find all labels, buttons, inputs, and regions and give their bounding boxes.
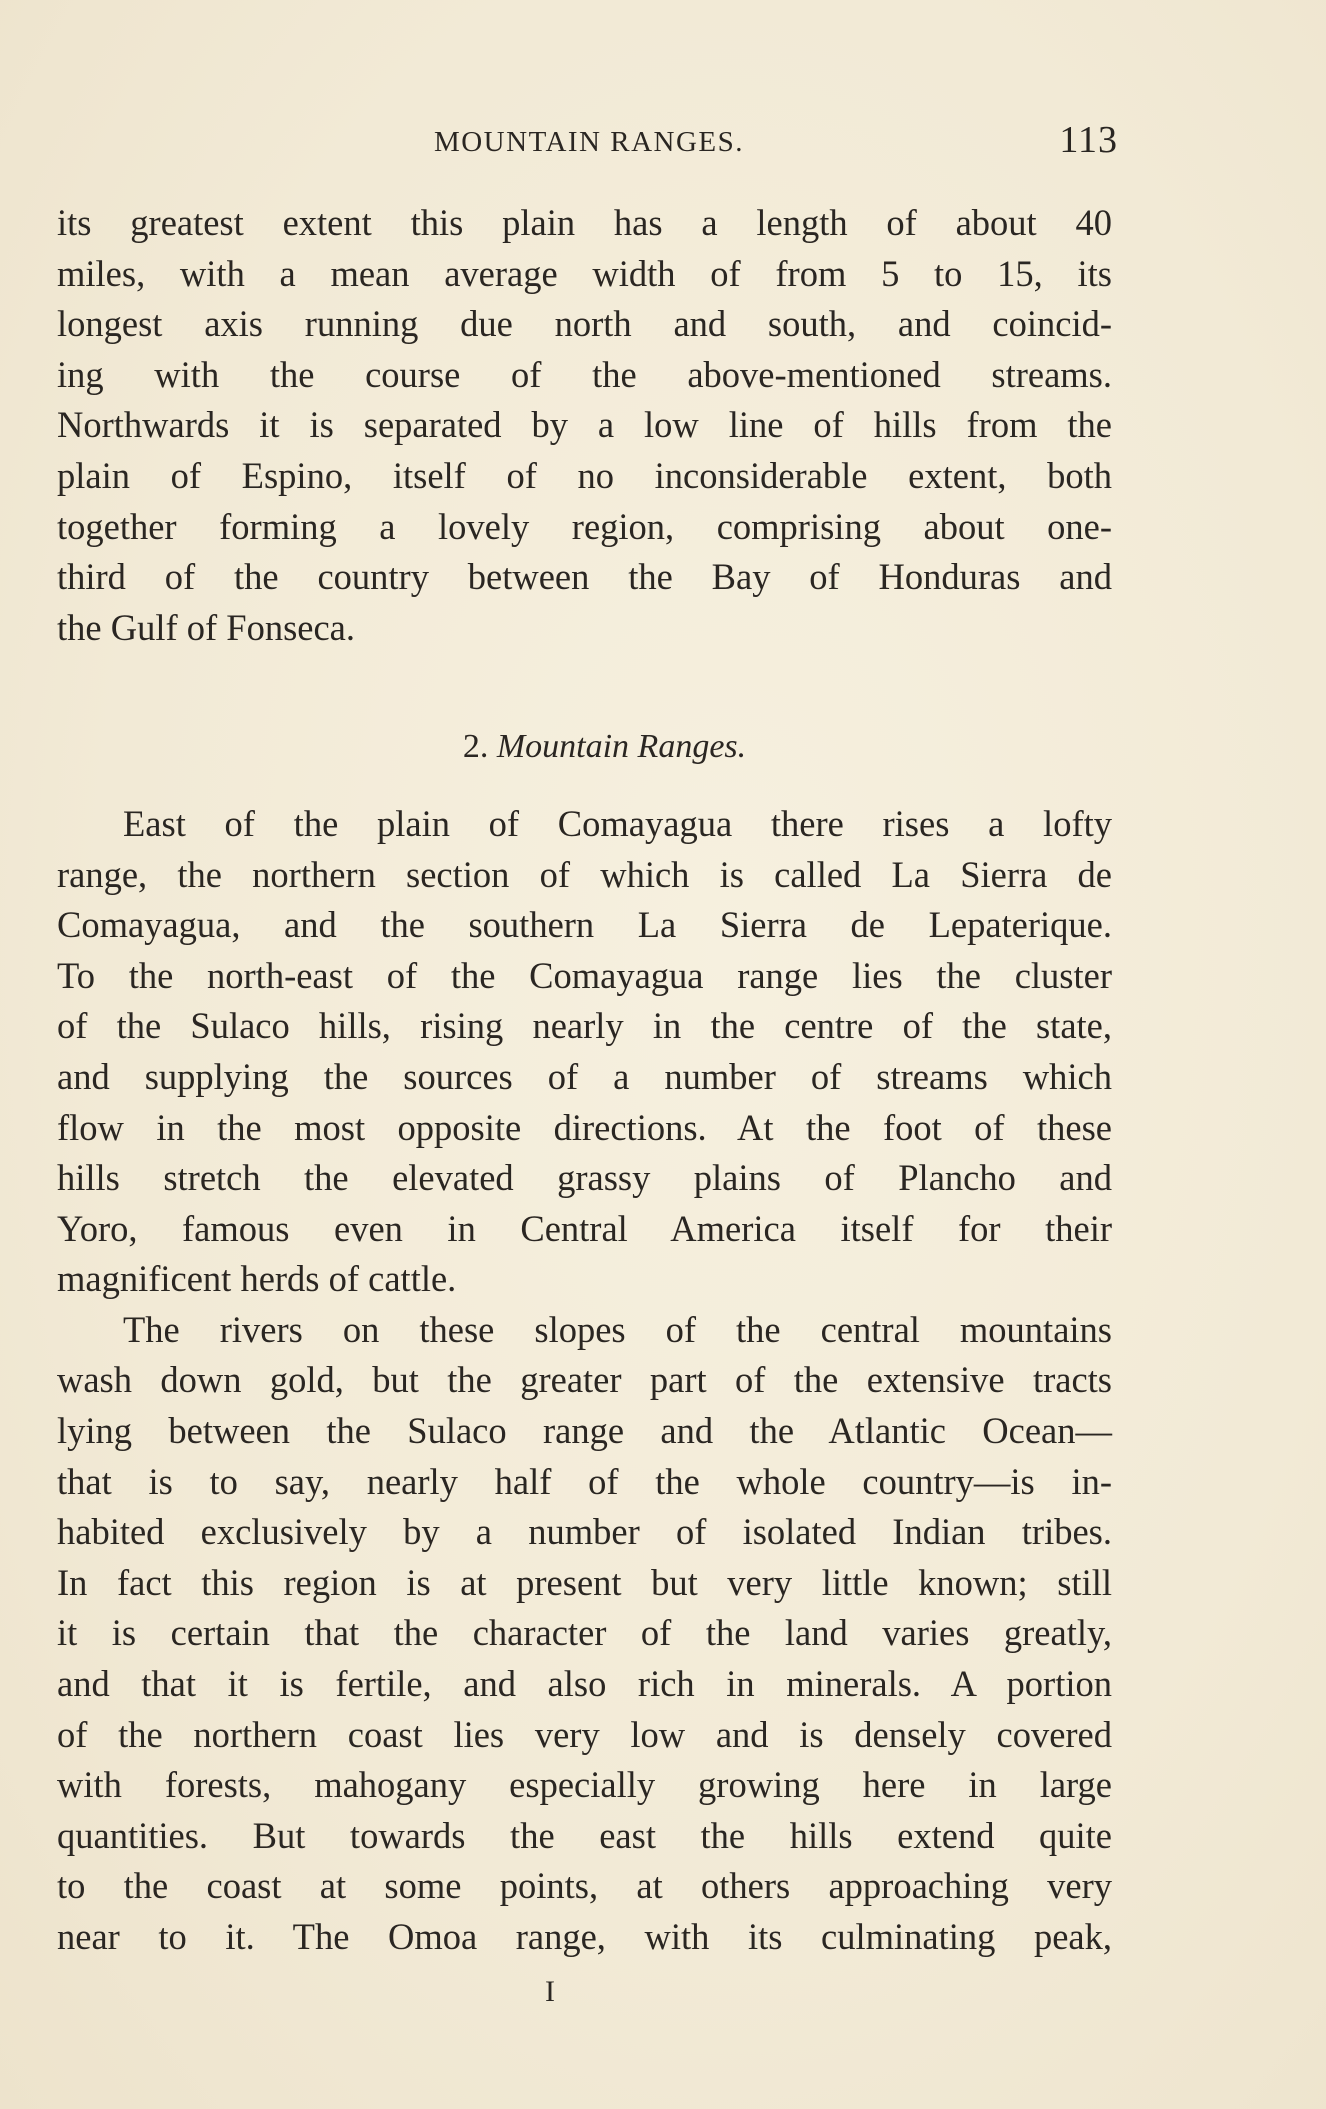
text-line: and that it is fertile, and also rich in minerals. A portion (57, 1663, 1112, 1705)
text-line: together forming a lovely region, comprising about one- (57, 505, 1112, 547)
text-line: wash down gold, but the greater part of the extensive tracts (57, 1359, 1112, 1401)
page-number: 113 (1059, 119, 1118, 161)
paragraph-3 (57, 1305, 1112, 1963)
text-line: range, the northern section of which is called La Sierra de (57, 853, 1112, 895)
text-line: magnificent herds of cattle. (57, 1258, 457, 1300)
text-line: flow in the most opposite directions. At the foot of these (57, 1106, 1112, 1148)
signature-mark: I (545, 1975, 555, 2008)
text-line: ing with the course of the above-mentioned streams. (57, 353, 1112, 395)
text-line: The rivers on these slopes of the central mountains (123, 1308, 1112, 1350)
text-line: lying between the Sulaco range and the Atlantic Ocean— (57, 1410, 1112, 1452)
text-line: that is to say, nearly half of the whole country—is in- (57, 1460, 1112, 1502)
text-line: and supplying the sources of a number of streams which (57, 1055, 1112, 1097)
text-line: habited exclusively by a number of isolated Indian tribes. (57, 1511, 1112, 1553)
text-line: Comayagua, and the southern La Sierra de Lepaterique. (57, 904, 1112, 946)
text-line: of the Sulaco hills, rising nearly in the centre of the state, (57, 1005, 1112, 1047)
heading-spacer (57, 773, 1112, 799)
section-heading (57, 722, 1112, 773)
section-title: Mountain Ranges. (496, 728, 747, 766)
text-line: hills stretch the elevated grassy plains of Plancho and (57, 1157, 1112, 1199)
section-number: 2. (462, 728, 489, 766)
running-head (60, 118, 1118, 168)
running-title: MOUNTAIN RANGES. (433, 126, 745, 158)
text-line: In fact this region is at present but very little known; still (57, 1561, 1112, 1603)
text-line: it is certain that the character of the land varies greatly, (57, 1612, 1112, 1654)
text-line: its greatest extent this plain has a length of about 40 (57, 202, 1112, 243)
section-spacer (57, 653, 1112, 722)
text-line: miles, with a mean average width of from 5 to 15, its (57, 252, 1112, 294)
text-line: with forests, mahogany especially growing here in large (57, 1764, 1112, 1806)
text-line: quantities. But towards the east the hills extend quite (57, 1814, 1112, 1856)
text-line: Northwards it is separated by a low line of hills from the (57, 404, 1112, 446)
text-line: To the north-east of the Comayagua range lies the cluster (57, 954, 1112, 996)
paragraph-2 (57, 799, 1112, 1305)
body-text (57, 198, 1112, 1963)
text-line: East of the plain of Comayagua there rises a lofty (123, 802, 1112, 844)
text-line: near to it. The Omoa range, with its culminating peak, (57, 1916, 1112, 1957)
text-line: longest axis running due north and south, and coincid- (57, 303, 1112, 345)
text-line: to the coast at some points, at others approaching very (57, 1865, 1112, 1907)
text-line: of the northern coast lies very low and is densely covered (57, 1713, 1112, 1755)
text-line: the Gulf of Fonseca. (57, 606, 356, 648)
text-line: Yoro, famous even in Central America itself for their (57, 1207, 1112, 1249)
text-line: plain of Espino, itself of no inconsiderable extent, both (57, 454, 1112, 496)
text-line: third of the country between the Bay of Honduras and (57, 556, 1112, 598)
paragraph-1 (57, 198, 1112, 653)
